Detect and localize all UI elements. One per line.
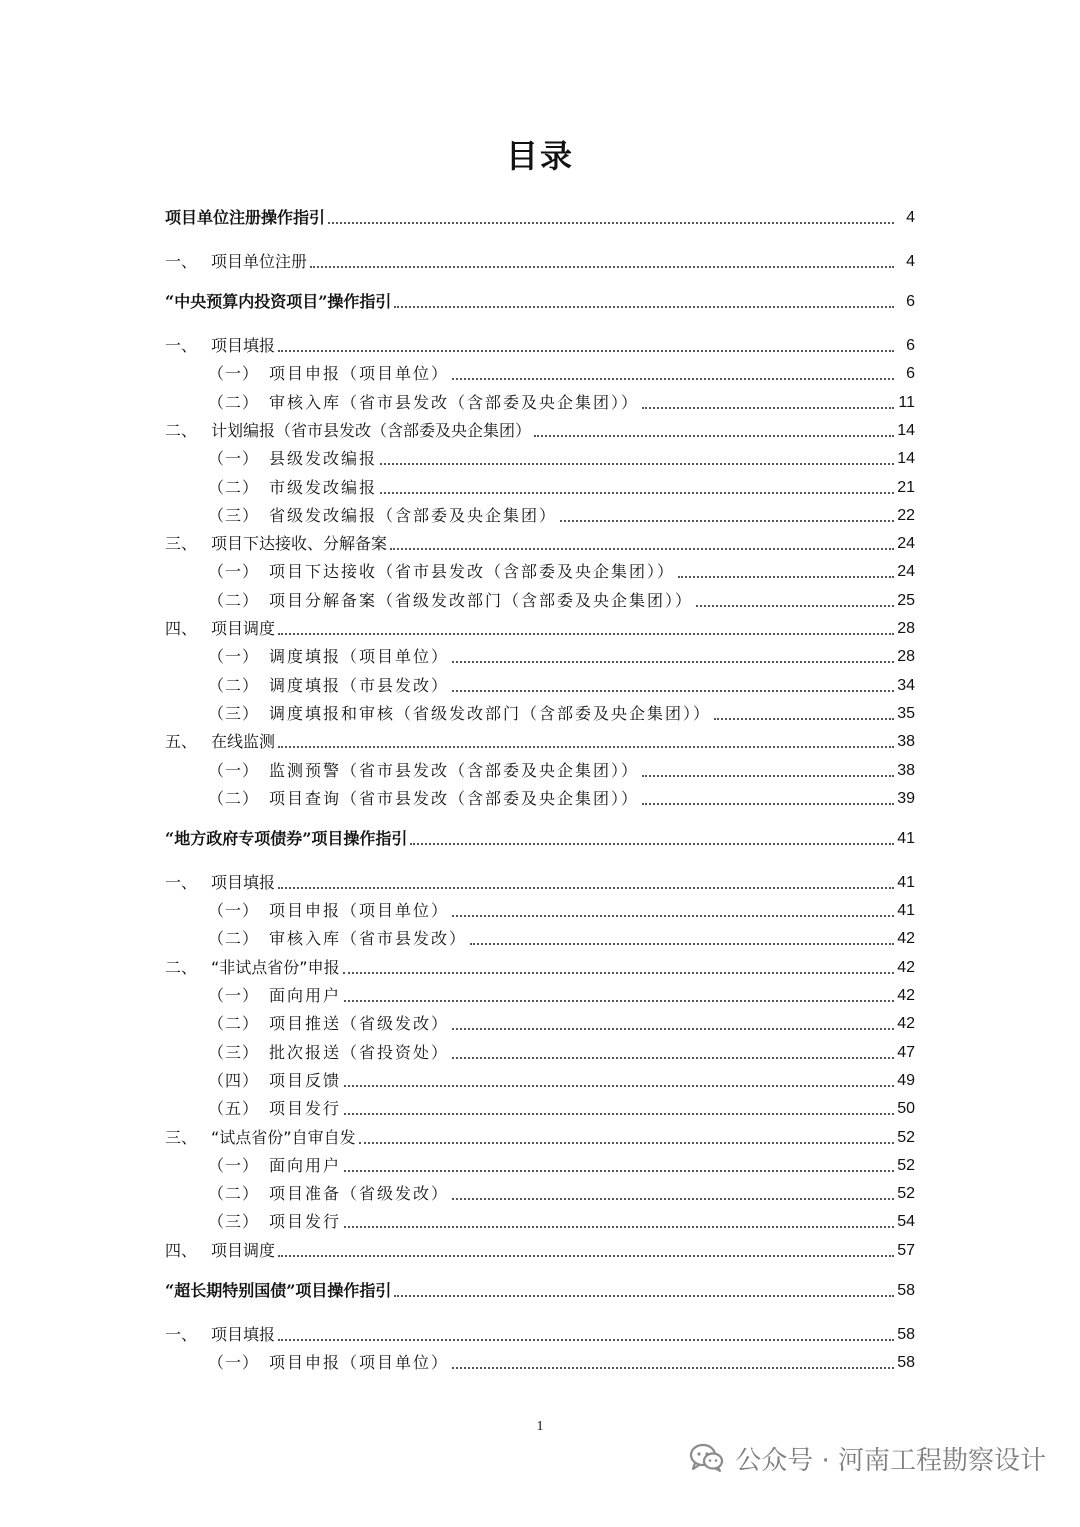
toc-page-number: 38	[897, 761, 915, 779]
toc-entry-number: 一、	[165, 252, 198, 271]
toc-entry[interactable]	[165, 1121, 915, 1149]
toc-entry-number: （二）	[208, 1184, 260, 1204]
toc-entry[interactable]	[208, 584, 915, 612]
toc-page-number: 6	[906, 337, 915, 354]
toc-entry-title: 项目填报	[211, 872, 276, 892]
toc-page-number: 22	[897, 506, 915, 524]
toc-entry-title: 调度填报（项目单位）	[269, 647, 450, 667]
toc-page-number: 49	[897, 1071, 915, 1089]
toc-page-number: 14	[897, 421, 915, 439]
toc-entry-number: （三）	[208, 703, 260, 723]
toc-entry[interactable]	[208, 979, 915, 1007]
toc-dot-leader	[278, 633, 894, 635]
toc-page-number: 42	[897, 987, 915, 1004]
toc-entry-number: （二）	[208, 1014, 260, 1034]
toc-dot-leader	[560, 520, 894, 522]
toc-entry-title: 项目下达接收（省市县发改（含部委及央企集团））	[269, 562, 676, 582]
toc-entry-number: 二、	[165, 420, 198, 440]
toc-entry[interactable]	[165, 245, 915, 273]
toc-entry[interactable]	[208, 1177, 915, 1205]
toc-page-number: 24	[897, 563, 915, 581]
toc-entry-number: （一）	[208, 364, 260, 384]
toc-entry[interactable]	[165, 285, 915, 313]
toc-entry-number: （二）	[208, 929, 260, 949]
toc-page-number: 28	[897, 648, 915, 666]
toc-page-number: 50	[897, 1100, 915, 1118]
toc-entry-number: （三）	[208, 1212, 260, 1232]
toc-entry-number: （二）	[208, 788, 260, 808]
toc-page-number: 47	[897, 1043, 915, 1061]
toc-entry-title: 项目申报（项目单位）	[269, 364, 450, 384]
toc-page-number: 21	[897, 478, 915, 496]
toc-entry-title: “超长期特别国债”项目操作指引	[165, 1280, 392, 1300]
toc-entry-title: 计划编报（省市县发改（含部委及央企集团）	[211, 420, 532, 440]
toc-dot-leader	[344, 1170, 894, 1172]
toc-entry-number: 一、	[165, 336, 198, 355]
toc-dot-leader	[278, 887, 894, 889]
toc-entry-number: （二）	[208, 675, 260, 695]
toc-entry-number: （一）	[208, 1155, 260, 1175]
toc-entry[interactable]	[208, 1149, 915, 1177]
toc-entry-title: 项目填报	[211, 336, 276, 355]
toc-dot-leader	[452, 1057, 894, 1059]
toc-page-number: 4	[906, 209, 915, 226]
toc-entry-title: 项目填报	[211, 1324, 276, 1344]
toc-entry-title: 省级发改编报（含部委及央企集团）	[269, 505, 558, 525]
toc-entry[interactable]	[208, 782, 915, 810]
toc-entry[interactable]	[208, 1346, 915, 1374]
toc-entry-title: 在线监测	[211, 732, 276, 752]
toc-entry[interactable]	[208, 754, 915, 782]
toc-page-number: 11	[898, 393, 915, 411]
toc-entry[interactable]	[208, 357, 915, 385]
toc-entry-title: 项目发行	[269, 1099, 342, 1119]
toc-entry-title: 项目申报（项目单位）	[269, 1353, 450, 1372]
toc-page-number: 28	[897, 620, 915, 637]
toc-dot-leader	[452, 915, 894, 917]
toc-entry-number: 一、	[165, 872, 198, 892]
toc-dot-leader	[390, 548, 894, 550]
toc-page-number: 6	[906, 293, 915, 310]
toc-entry[interactable]	[165, 951, 915, 979]
wechat-icon	[689, 1443, 725, 1473]
toc-dot-leader	[452, 690, 894, 692]
page-number: 1	[536, 1419, 544, 1434]
toc-entry[interactable]	[165, 201, 915, 229]
toc-entry-title: 调度填报（市县发改）	[269, 675, 450, 695]
toc-entry[interactable]	[208, 555, 915, 583]
toc-page-number: 58	[897, 1325, 915, 1343]
toc-entry[interactable]	[165, 612, 915, 640]
toc-page-number: 41	[897, 902, 915, 920]
toc-entry-title: 批次报送（省投资处）	[269, 1042, 450, 1062]
toc-entry-title: 项目推送（省级发改）	[269, 1014, 450, 1034]
toc-entry-number: （三）	[208, 1042, 260, 1062]
toc-entry[interactable]	[165, 822, 915, 850]
toc-entry[interactable]	[208, 442, 915, 470]
toc-page-number: 58	[897, 1281, 915, 1299]
toc-entry-number: （四）	[208, 1070, 260, 1090]
toc-entry-title: 监测预警（省市县发改（含部委及央企集团））	[269, 760, 640, 780]
toc-entry-title: 县级发改编报	[269, 449, 378, 469]
toc-dot-leader	[310, 266, 894, 268]
toc-dot-leader	[642, 775, 894, 777]
toc-entry-number: （一）	[208, 901, 260, 921]
toc-entry[interactable]	[165, 414, 915, 442]
toc-entry-number: （二）	[208, 477, 260, 497]
toc-page-number: 52	[897, 1185, 915, 1203]
toc-entry-number: （一）	[208, 1353, 260, 1372]
toc-entry-title: 项目反馈	[269, 1070, 342, 1090]
toc-dot-leader	[278, 746, 894, 748]
toc-dot-leader	[452, 1028, 894, 1030]
toc-entry-title: 审核入库（省市县发改）	[269, 929, 468, 949]
toc-dot-leader	[470, 943, 894, 945]
toc-entry-number: （一）	[208, 647, 260, 667]
toc-entry[interactable]	[165, 329, 915, 357]
toc-entry-title: “地方政府专项债券”项目操作指引	[165, 828, 408, 848]
toc-entry-number: 四、	[165, 1240, 198, 1260]
toc-entry-title: 项目单位注册	[211, 252, 308, 271]
toc-page-number: 6	[906, 365, 915, 383]
toc-entry-title: 调度填报和审核（省级发改部门（含部委及央企集团））	[269, 703, 712, 723]
toc-page-number: 57	[897, 1241, 915, 1259]
toc-dot-leader	[642, 407, 894, 409]
toc-dot-leader	[328, 222, 894, 224]
toc-entry[interactable]	[165, 527, 915, 555]
toc-page-number: 42	[897, 930, 915, 948]
toc-entry-number: （一）	[208, 449, 260, 469]
toc-entry-title: “中央预算内投资项目”操作指引	[165, 292, 392, 311]
watermark	[689, 1436, 1046, 1480]
toc-entry[interactable]	[208, 499, 915, 527]
toc-entry[interactable]	[165, 1274, 915, 1302]
toc-page-number: 4	[906, 253, 915, 270]
toc-page-number: 35	[897, 704, 915, 722]
toc-entry[interactable]	[165, 866, 915, 894]
toc-entry-number: （一）	[208, 760, 260, 780]
toc-entry-title: 项目调度	[211, 619, 276, 638]
toc-entry-title: 面向用户	[269, 1155, 342, 1175]
toc-entry[interactable]	[208, 669, 915, 697]
toc-entry-title: 项目查询（省市县发改（含部委及央企集团））	[269, 788, 640, 808]
toc-entry-number: 一、	[165, 1324, 198, 1344]
toc-page-number: 58	[897, 1354, 915, 1371]
toc-page-number: 52	[897, 1128, 915, 1146]
toc-page-number: 25	[897, 591, 915, 609]
toc-entry-title: 项目准备（省级发改）	[269, 1184, 450, 1204]
toc-entry[interactable]	[165, 1318, 915, 1346]
toc-entry-number: 五、	[165, 732, 198, 752]
toc-entry[interactable]	[208, 1064, 915, 1092]
toc-entry[interactable]	[208, 894, 915, 922]
toc-dot-leader	[678, 576, 894, 578]
toc-page-number: 41	[897, 873, 915, 891]
toc-entry-title: 面向用户	[269, 986, 342, 1005]
toc-dot-leader	[343, 972, 894, 974]
toc-entry-number: （二）	[208, 392, 260, 412]
toc-entry[interactable]	[208, 640, 915, 668]
toc-entry[interactable]	[208, 386, 915, 414]
toc-dot-leader	[534, 435, 894, 437]
toc-entry-number: （二）	[208, 590, 260, 610]
toc-entry-title: 市级发改编报	[269, 477, 378, 497]
toc-dot-leader	[344, 1226, 894, 1228]
toc-entry[interactable]	[165, 1234, 915, 1262]
toc-entry[interactable]	[208, 922, 915, 950]
toc-dot-leader	[344, 1000, 894, 1002]
toc-page-number: 54	[897, 1213, 915, 1231]
toc-entry-number: 二、	[165, 957, 198, 977]
toc-entry-title: 项目调度	[211, 1240, 276, 1260]
toc-dot-leader	[394, 306, 894, 308]
toc-entry-number: （一）	[208, 562, 260, 582]
toc-dot-leader	[714, 718, 894, 720]
toc-page-number: 41	[897, 829, 915, 847]
toc-entry-number: （一）	[208, 986, 260, 1005]
toc-entry-title: 项目申报（项目单位）	[269, 901, 450, 921]
toc-entry-title: “试点省份”自审自发	[211, 1127, 356, 1147]
toc-dot-leader	[452, 661, 894, 663]
toc-page-number: 52	[897, 1156, 915, 1174]
toc-dot-leader	[452, 378, 894, 380]
toc-dot-leader	[344, 1113, 894, 1115]
toc-entry[interactable]	[208, 1092, 915, 1120]
toc-entry[interactable]	[208, 471, 915, 499]
toc-entry[interactable]	[208, 1007, 915, 1035]
toc-page-number: 38	[897, 733, 915, 751]
toc-page-number: 42	[897, 958, 915, 976]
toc-entry[interactable]	[165, 725, 915, 753]
toc-dot-leader	[278, 1339, 894, 1341]
toc-entry[interactable]	[208, 697, 915, 725]
toc-entry-title: 项目发行	[269, 1212, 342, 1232]
toc-entry-title: 审核入库（省市县发改（含部委及央企集团））	[269, 392, 640, 412]
toc-dot-leader	[344, 1085, 894, 1087]
toc-entry-title: 项目分解备案（省级发改部门（含部委及央企集团））	[269, 590, 694, 610]
page-title: 目录	[505, 137, 574, 175]
watermark-text: 公众号 · 河南工程勘察设计	[735, 1445, 1046, 1476]
toc-dot-leader	[394, 1295, 894, 1297]
toc-dot-leader	[278, 1255, 894, 1257]
toc-page-number: 42	[897, 1015, 915, 1033]
toc-dot-leader	[359, 1142, 894, 1144]
toc-entry-number: （五）	[208, 1099, 260, 1119]
toc-dot-leader	[642, 803, 894, 805]
toc-dot-leader	[410, 843, 894, 845]
toc-entry-number: 四、	[165, 619, 198, 638]
toc-page-number: 39	[897, 789, 915, 807]
toc-dot-leader	[696, 605, 894, 607]
toc-entry[interactable]	[208, 1205, 915, 1233]
toc-dot-leader	[380, 492, 894, 494]
toc-entry-number: 三、	[165, 1127, 198, 1147]
toc-page-number: 14	[897, 450, 915, 468]
toc-page-number: 34	[897, 676, 915, 694]
toc-entry-title: “非试点省份”申报	[211, 957, 340, 977]
toc-entry-number: （三）	[208, 505, 260, 525]
toc-dot-leader	[452, 1367, 894, 1369]
toc-entry-title: 项目单位注册操作指引	[165, 208, 326, 227]
toc-entry-title: 项目下达接收、分解备案	[211, 534, 388, 554]
toc-dot-leader	[278, 350, 894, 352]
toc-entry[interactable]	[208, 1036, 915, 1064]
toc-dot-leader	[452, 1198, 894, 1200]
toc-entry-number: 三、	[165, 534, 198, 554]
toc-dot-leader	[380, 463, 894, 465]
toc-page-number: 24	[897, 535, 915, 553]
